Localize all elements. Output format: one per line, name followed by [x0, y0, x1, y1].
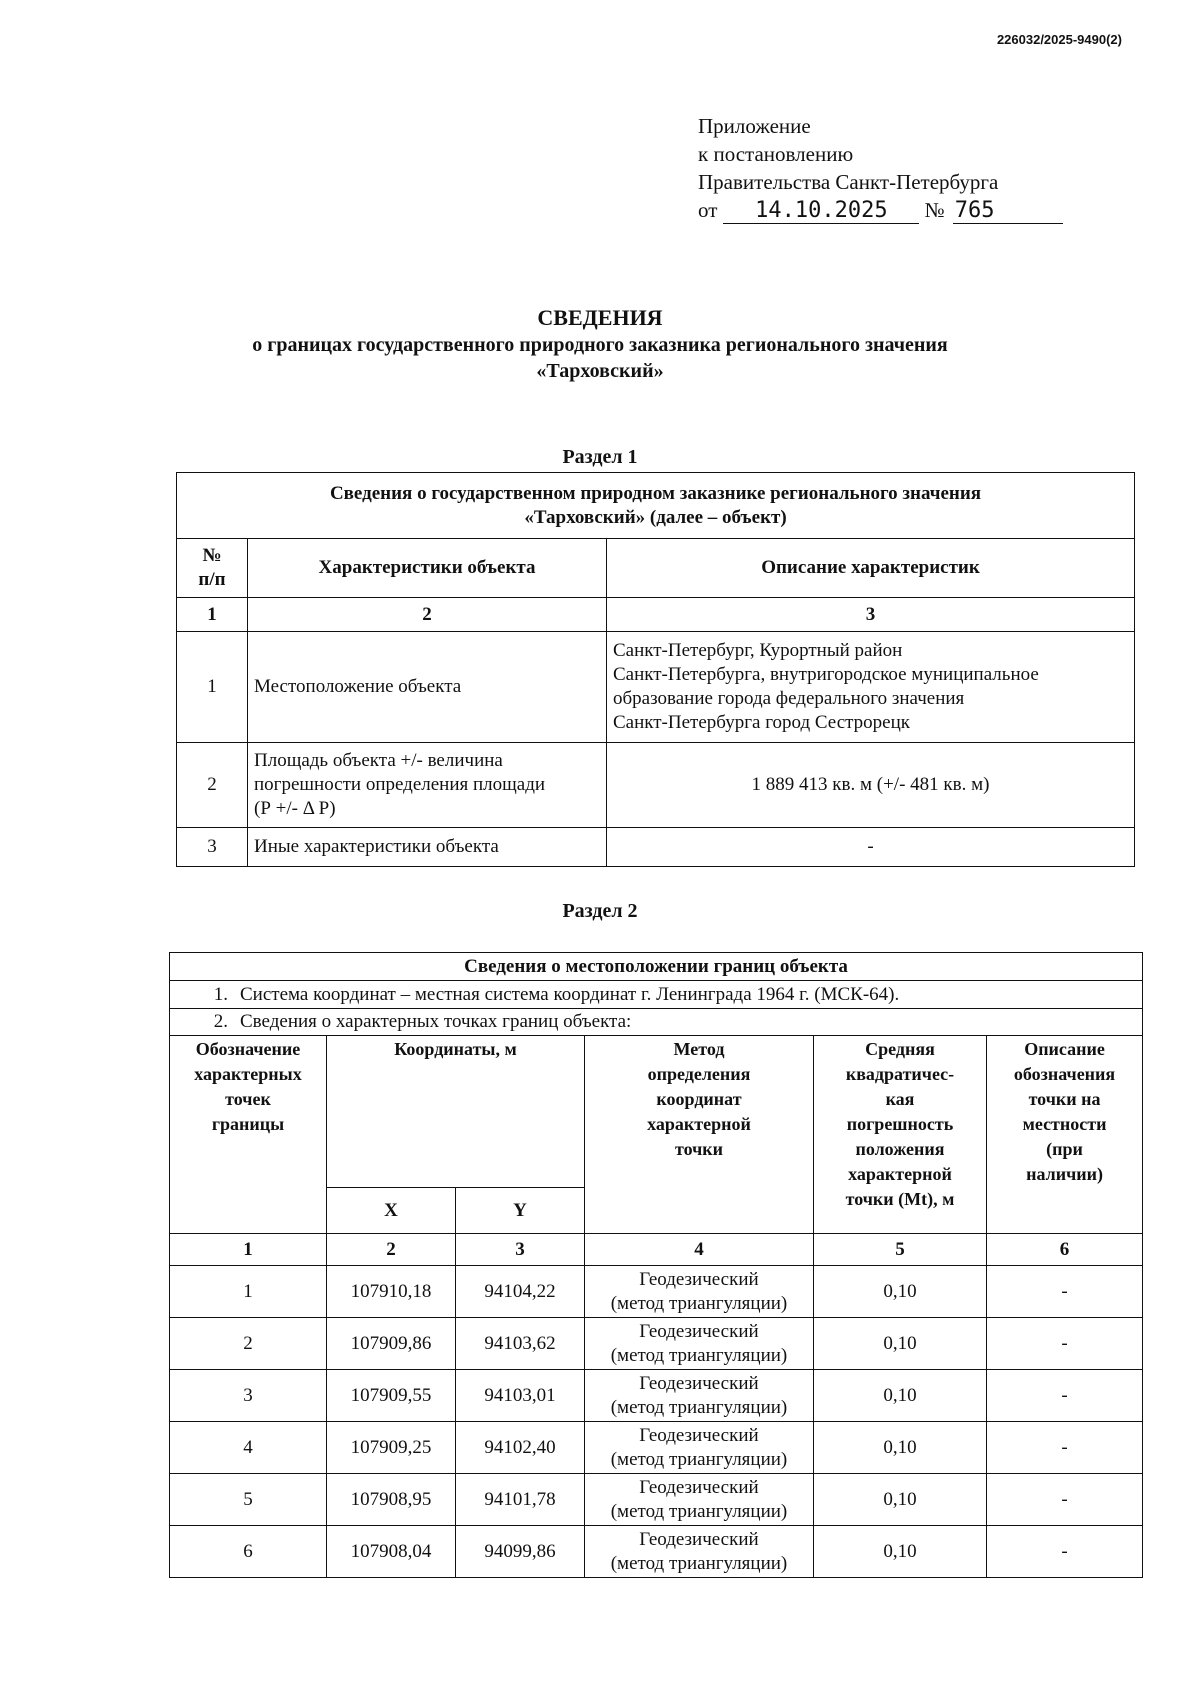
col-x-header: X [327, 1188, 456, 1234]
number-sign: № [924, 198, 945, 222]
resolution-number: 765 [953, 199, 1063, 224]
col-num-header: № п/п [177, 539, 248, 598]
col-coordinates-header: Координаты, м [327, 1036, 585, 1188]
point-description: - [987, 1474, 1143, 1526]
table-row [177, 632, 1135, 743]
section-2-label: Раздел 2 [562, 900, 638, 922]
section-2-header: Сведения о местоположении границ объекта [170, 953, 1143, 981]
table-row [177, 828, 1135, 867]
col-y-header: Y [456, 1188, 585, 1234]
table-row [170, 1318, 1143, 1370]
row-num: 3 [177, 828, 248, 867]
section-1-table [176, 472, 1135, 867]
col-index-3: 3 [456, 1234, 585, 1266]
section-2-table [169, 952, 1143, 1578]
row-description: 1 889 413 кв. м (+/- 481 кв. м) [607, 743, 1135, 828]
col-index-3: 3 [607, 598, 1135, 632]
title-main: СВЕДЕНИЯ [537, 305, 663, 330]
point-description: - [987, 1318, 1143, 1370]
point-description: - [987, 1526, 1143, 1578]
col-index-1: 1 [177, 598, 248, 632]
point-id: 6 [170, 1526, 327, 1578]
coord-y: 94099,86 [456, 1526, 585, 1578]
points-info: 2. Сведения о характерных точках границ объекта: [170, 1009, 1143, 1036]
coordinate-system-info: 1. Система координат – местная система координат г. Ленинграда 1964 г. (МСК-64). [170, 981, 1143, 1009]
col-index-1: 1 [170, 1234, 327, 1266]
coord-y: 94103,62 [456, 1318, 585, 1370]
point-description: - [987, 1266, 1143, 1318]
row-characteristic: Местоположение объекта [248, 632, 607, 743]
coord-x: 107908,95 [327, 1474, 456, 1526]
title-line-3: «Тарховский» [536, 360, 664, 382]
table-row [170, 1526, 1143, 1578]
mt-error: 0,10 [814, 1474, 987, 1526]
col-index-5: 5 [814, 1234, 987, 1266]
coord-y: 94104,22 [456, 1266, 585, 1318]
resolution-date: 14.10.2025 [723, 199, 919, 224]
col-point-header: Обозначение характерных точек границы [170, 1036, 327, 1234]
mt-error: 0,10 [814, 1422, 987, 1474]
method: Геодезический (метод триангуляции) [585, 1370, 814, 1422]
method: Геодезический (метод триангуляции) [585, 1474, 814, 1526]
coord-x: 107909,55 [327, 1370, 456, 1422]
method: Геодезический (метод триангуляции) [585, 1526, 814, 1578]
point-id: 4 [170, 1422, 327, 1474]
col-index-2: 2 [248, 598, 607, 632]
appendix-block [698, 112, 1063, 224]
point-description: - [987, 1422, 1143, 1474]
appendix-date-line [698, 196, 1063, 224]
point-id: 5 [170, 1474, 327, 1526]
table-row [177, 743, 1135, 828]
col-method-header: Метод определения координат характерной точки [585, 1036, 814, 1234]
table-row [170, 1370, 1143, 1422]
appendix-line-1: Приложение [698, 114, 811, 138]
document-registration-number: 226032/2025-9490(2) [996, 32, 1122, 47]
col-description-header: Описание характеристик [607, 539, 1135, 598]
col-index-4: 4 [585, 1234, 814, 1266]
coord-x: 107908,04 [327, 1526, 456, 1578]
coord-y: 94103,01 [456, 1370, 585, 1422]
section-1-label: Раздел 1 [562, 446, 638, 468]
row-num: 2 [177, 743, 248, 828]
from-label: от [698, 198, 718, 222]
mt-error: 0,10 [814, 1318, 987, 1370]
coord-y: 94101,78 [456, 1474, 585, 1526]
mt-error: 0,10 [814, 1370, 987, 1422]
coord-x: 107909,86 [327, 1318, 456, 1370]
col-index-6: 6 [987, 1234, 1143, 1266]
mt-error: 0,10 [814, 1526, 987, 1578]
appendix-line-3: Правительства Санкт-Петербурга [698, 170, 999, 194]
row-characteristic: Иные характеристики объекта [248, 828, 607, 867]
coord-x: 107909,25 [327, 1422, 456, 1474]
col-index-2: 2 [327, 1234, 456, 1266]
appendix-line-2: к постановлению [698, 142, 854, 166]
table-row [170, 1266, 1143, 1318]
method: Геодезический (метод триангуляции) [585, 1318, 814, 1370]
section-1-header: Сведения о государственном природном заказнике регионального значения «Тарховский» (далее – объект) [177, 473, 1135, 539]
method: Геодезический (метод триангуляции) [585, 1422, 814, 1474]
coord-x: 107910,18 [327, 1266, 456, 1318]
point-id: 3 [170, 1370, 327, 1422]
coord-y: 94102,40 [456, 1422, 585, 1474]
point-id: 1 [170, 1266, 327, 1318]
row-description: Санкт-Петербург, Курортный район Санкт-Петербурга, внутригородское муниципальное образование города федерального значения Санкт-Петербурга город Сестрорецк [607, 632, 1135, 743]
document-title [0, 304, 1200, 384]
row-characteristic: Площадь объекта +/- величина погрешности определения площади (Р +/- Δ Р) [248, 743, 607, 828]
method: Геодезический (метод триангуляции) [585, 1266, 814, 1318]
table-row [170, 1474, 1143, 1526]
point-description: - [987, 1370, 1143, 1422]
col-error-header: Средняя квадратичес- кая погрешность положения характерной точки (Mt), м [814, 1036, 987, 1234]
row-description: - [607, 828, 1135, 867]
title-line-2: о границах государственного природного заказника регионального значения [252, 334, 948, 356]
mt-error: 0,10 [814, 1266, 987, 1318]
row-num: 1 [177, 632, 248, 743]
col-characteristics-header: Характеристики объекта [248, 539, 607, 598]
point-id: 2 [170, 1318, 327, 1370]
table-row [170, 1422, 1143, 1474]
col-description-header: Описание обозначения точки на местности (при наличии) [987, 1036, 1143, 1234]
